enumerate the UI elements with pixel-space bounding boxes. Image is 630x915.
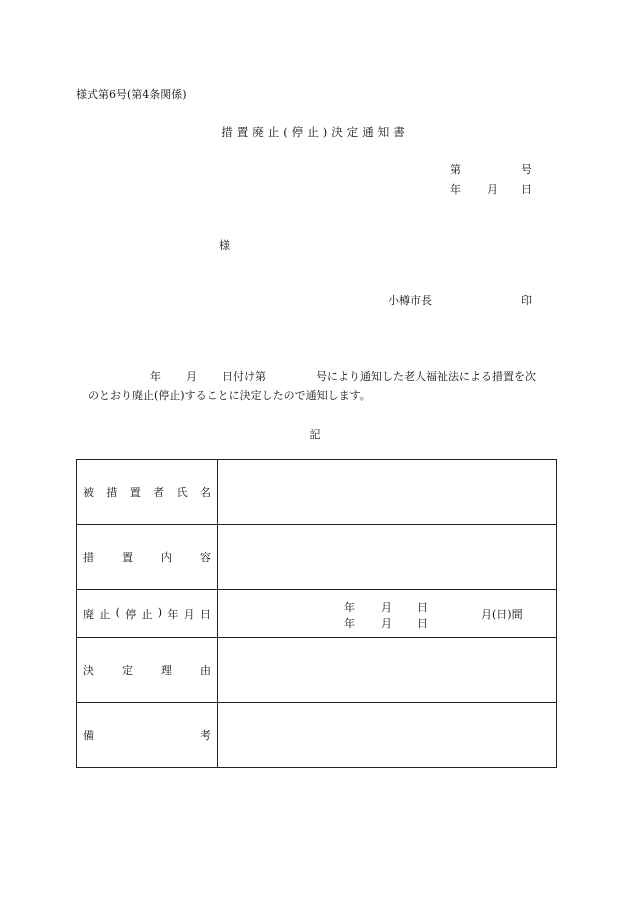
issuer-name: 小樽市長 bbox=[388, 294, 432, 307]
label-char: 措 bbox=[83, 551, 94, 564]
label-char: 容 bbox=[200, 551, 211, 564]
row-stop-date bbox=[77, 590, 557, 638]
date-month: 月 bbox=[487, 183, 498, 196]
label-char: 停 bbox=[125, 607, 137, 621]
label-char: 内 bbox=[161, 551, 172, 564]
row-remarks bbox=[77, 703, 557, 768]
label-char: 由 bbox=[200, 664, 211, 677]
label-char: 備 bbox=[83, 729, 94, 742]
field-measure-content[interactable] bbox=[218, 525, 557, 590]
row-measure-content bbox=[77, 525, 557, 590]
period-end-month: 月 bbox=[381, 617, 392, 630]
body-dated-no: 日付け第 bbox=[222, 370, 266, 383]
label-char: 廃 bbox=[83, 607, 94, 621]
seal-mark: 印 bbox=[521, 294, 532, 307]
field-remarks[interactable] bbox=[218, 703, 557, 768]
label-decision-reason bbox=[77, 638, 218, 703]
label-char: 置 bbox=[129, 486, 141, 499]
label-measure-content bbox=[77, 525, 218, 590]
label-char: ) bbox=[157, 605, 163, 619]
form-number: 様式第6号(第4条関係) bbox=[76, 88, 187, 101]
row-subject-name bbox=[77, 460, 557, 525]
record-table bbox=[76, 459, 557, 768]
number-suffix: 号 bbox=[521, 163, 532, 176]
body-line-2: のとおり廃止(停止)することに決定したので通知します。 bbox=[88, 389, 371, 402]
period-start-day: 日 bbox=[417, 601, 428, 614]
date-day: 日 bbox=[521, 183, 532, 196]
body-year: 年 bbox=[150, 370, 161, 383]
field-subject-name[interactable] bbox=[218, 460, 557, 525]
label-char: 理 bbox=[161, 664, 172, 677]
number-prefix: 第 bbox=[450, 163, 461, 176]
label-char: 月 bbox=[183, 607, 195, 621]
label-stop-date bbox=[77, 590, 218, 638]
label-char: 止 bbox=[99, 607, 111, 621]
document-title: 措置廃止(停止)決定通知書 bbox=[221, 125, 409, 139]
period-end-day: 日 bbox=[417, 617, 428, 630]
label-char: 決 bbox=[83, 664, 94, 677]
period-start-month: 月 bbox=[381, 601, 392, 614]
period-start-year: 年 bbox=[344, 601, 355, 614]
ki-heading: 記 bbox=[309, 428, 321, 441]
addressee-suffix: 様 bbox=[219, 239, 230, 252]
field-decision-reason[interactable] bbox=[218, 638, 557, 703]
period-end-year: 年 bbox=[344, 617, 355, 630]
date-year: 年 bbox=[450, 183, 461, 196]
label-char: 被 bbox=[83, 486, 94, 499]
body-line-1-rest: 号により通知した老人福祉法による措置を次 bbox=[316, 370, 536, 383]
label-subject-name bbox=[77, 460, 218, 525]
label-char: 年 bbox=[167, 607, 179, 621]
label-char: 日 bbox=[199, 607, 211, 621]
label-remarks bbox=[77, 703, 218, 768]
body-month: 月 bbox=[186, 370, 197, 383]
label-char: 名 bbox=[199, 486, 211, 499]
label-char: 氏 bbox=[176, 486, 188, 499]
field-stop-date[interactable] bbox=[218, 590, 557, 638]
label-char: ( bbox=[115, 605, 120, 619]
label-char: 定 bbox=[122, 664, 133, 677]
label-char: 措 bbox=[106, 486, 118, 499]
row-decision-reason bbox=[77, 638, 557, 703]
label-char: 考 bbox=[200, 729, 211, 742]
period-block bbox=[218, 590, 556, 637]
period-suffix: 月(日)間 bbox=[481, 608, 523, 621]
label-char: 止 bbox=[141, 607, 153, 621]
label-char: 置 bbox=[122, 551, 133, 564]
label-char: 者 bbox=[153, 486, 165, 499]
